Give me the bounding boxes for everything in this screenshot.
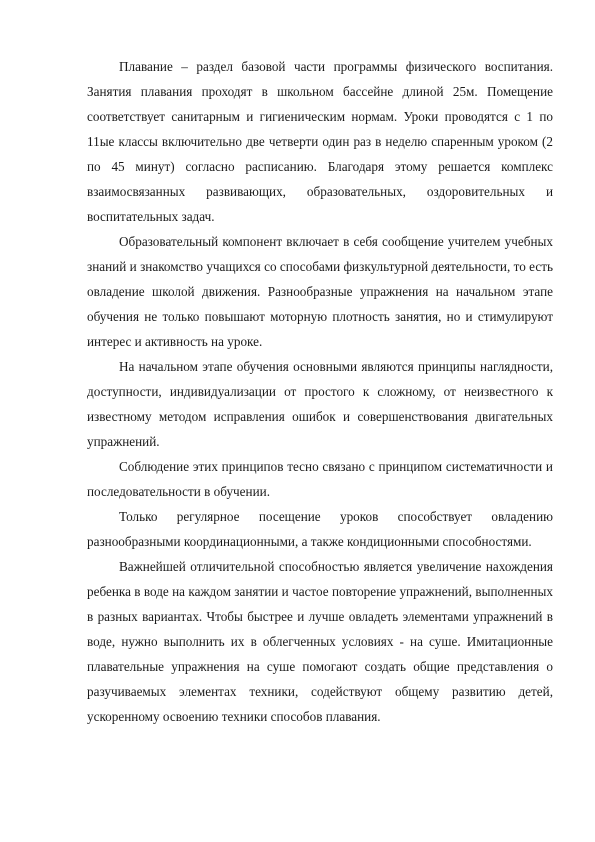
paragraph-swimming-intro: Плавание – раздел базовой части программы физического воспитания. Занятия плавания проходят в школьном бассейне длиной 25м. Помещение соответствует санитарным и гигиеническим нормам. Уроки проводятся с 1 по 11ые классы включительно две четверти один раз в неделю спаренным уроком (2 по 45 минут) согласно расписанию. Благодаря этому решается комплекс взаимосвязанных развивающих, образовательных, оздоровительных и воспитательных задач. — [87, 59, 553, 224]
paragraph-dry-land-exercises: Важнейшей отличительной способностью является увеличение нахождения ребенка в воде на каждом занятии и частое повторение упражнений, выполненных в разных вариантах. Чтобы быстрее и лучше овладеть элементами упражнений в воде, нужно выполнить их в облегченных условиях - на суше. Имитационные плавательные упражнения на суше помогают создать общие представления о разучиваемых элементах техники, содействуют общему развитию детей, ускоренному освоению техники способов плавания. — [87, 559, 553, 724]
paragraph-principles: На начальном этапе обучения основными являются принципы наглядности, доступности, индивидуализации от простого к сложному, от неизвестного к известному методом исправления ошибок и совершенствования двигательных упражнений. — [87, 359, 553, 449]
paragraph-regular-attendance: Только регулярное посещение уроков способствует овладению разнообразными координационными, а также кондиционными способностями. — [87, 509, 553, 549]
document-body — [87, 54, 553, 729]
paragraph-educational-component: Образовательный компонент включает в себя сообщение учителем учебных знаний и знакомство учащихся со способами физкультурной деятельности, то есть овладение школой движения. Разнообразные упражнения на начальном этапе обучения не только повышают моторную плотность занятия, но и стимулируют интерес и активность на уроке. — [87, 234, 553, 349]
paragraph-systematic: Соблюдение этих принципов тесно связано с принципом систематичности и последовательности в обучении. — [87, 459, 553, 499]
